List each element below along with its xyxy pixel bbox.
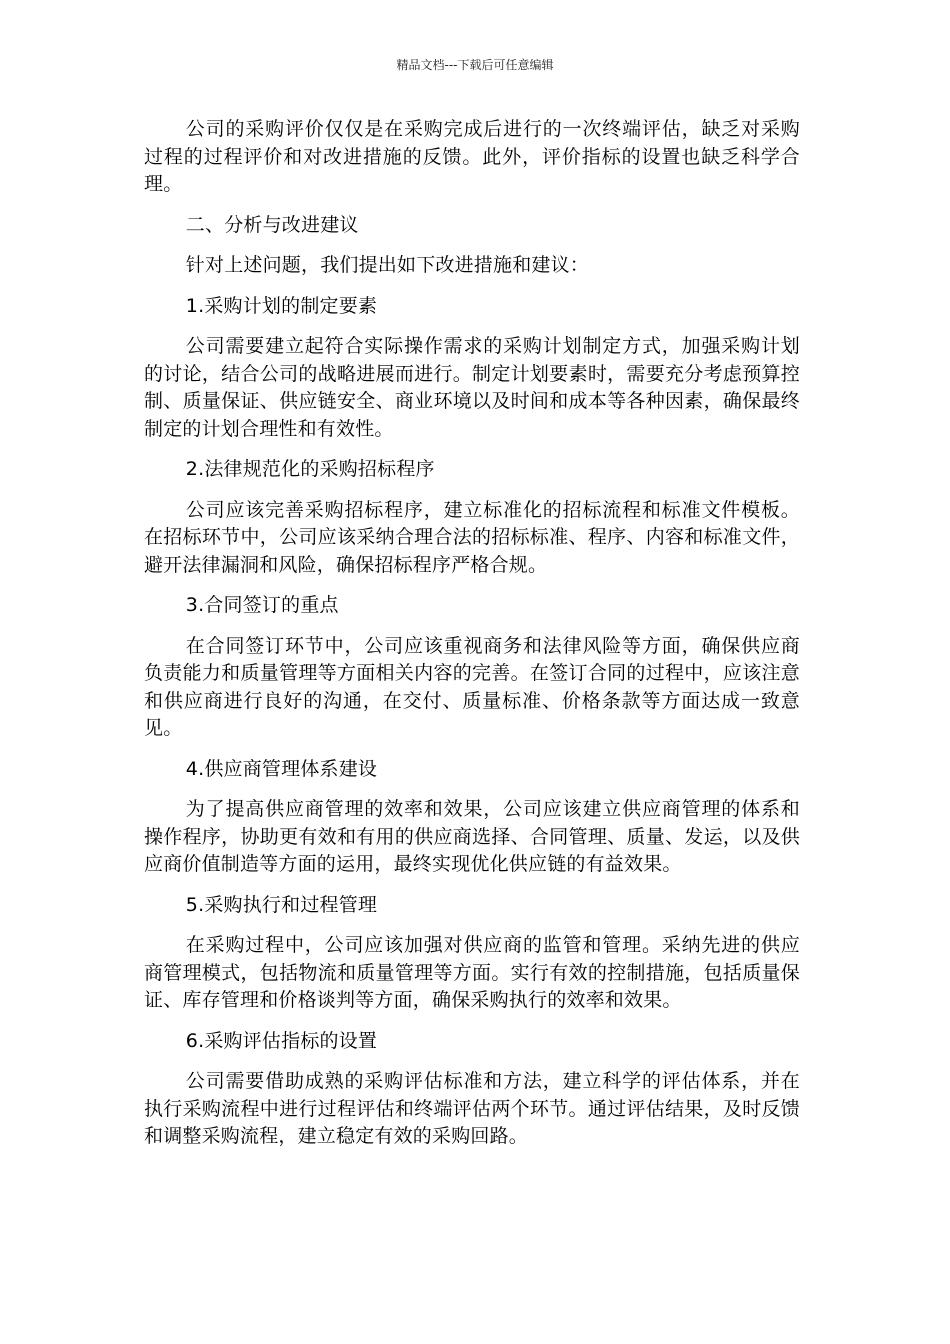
heading-bidding-procedure: 2.法律规范化的采购招标程序 bbox=[185, 458, 435, 480]
paragraph-execution-management: 在采购过程中，公司应该加强对供应商的监管和管理。采纳先进的供应商管理模式，包括物流和质量管理等方面。实行有效的控制措施，包括质量保证、库存管理和价格谈判等方面，确保采购执行的效率和效果。 bbox=[144, 934, 800, 1011]
section-heading-analysis: 二、分析与改进建议 bbox=[185, 213, 359, 236]
paragraph-bidding-procedure: 公司应该完善采购招标程序，建立标准化的招标流程和标准文件模板。在招标环节中，公司应该采纳合理合法的招标标准、程序、内容和标准文件，避开法律漏洞和风险，确保招标程序严格合规。 bbox=[144, 498, 800, 576]
paragraph-evaluation-indicators: 公司需要借助成熟的采购评估标准和方法，建立科学的评估体系，并在执行采购流程中进行过程评估和终端评估两个环节。通过评估结果，及时反馈和调整采购流程，建立稳定有效的采购回路。 bbox=[144, 1070, 800, 1147]
paragraph-supplier-management: 为了提高供应商管理的效率和效果，公司应该建立供应商管理的体系和操作程序，协助更有效和有用的供应商选择、合同管理、质量、发运，以及供应商价值制造等方面的运用，最终实现优化供应链的有益效果。 bbox=[144, 798, 800, 875]
page-header: 精品文档---下载后可任意编辑 bbox=[396, 58, 554, 72]
paragraph-evaluation-issue: 公司的采购评价仅仅是在采购完成后进行的一次终端评估，缺乏对采购过程的过程评价和对改进措施的反馈。此外，评价指标的设置也缺乏科学合理。 bbox=[144, 118, 800, 195]
heading-contract-signing: 3.合同签订的重点 bbox=[185, 594, 339, 616]
heading-supplier-management: 4.供应商管理体系建设 bbox=[185, 757, 378, 780]
paragraph-contract-signing: 在合同签订环节中，公司应该重视商务和法律风险等方面，确保供应商负责能力和质量管理等方面相关内容的完善。在签订合同的过程中，应该注意和供应商进行良好的沟通，在交付、质量标准、价格条款等方面达成一致意见。 bbox=[144, 634, 800, 739]
paragraph-procurement-plan: 公司需要建立起符合实际操作需求的采购计划制定方式，加强采购计划的讨论，结合公司的战略进展而进行。制定计划要素时，需要充分考虑预算控制、质量保证、供应链安全、商业环境以及时间和成本等各种因素，确保最终制定的计划合理性和有效性。 bbox=[144, 335, 800, 440]
heading-evaluation-indicators: 6.采购评估指标的设置 bbox=[185, 1029, 378, 1052]
document-body bbox=[144, 116, 800, 1164]
heading-procurement-plan: 1.采购计划的制定要素 bbox=[185, 294, 378, 317]
paragraph-intro: 针对上述问题，我们提出如下改进措施和建议： bbox=[185, 254, 589, 276]
heading-execution-management: 5.采购执行和过程管理 bbox=[185, 893, 378, 916]
